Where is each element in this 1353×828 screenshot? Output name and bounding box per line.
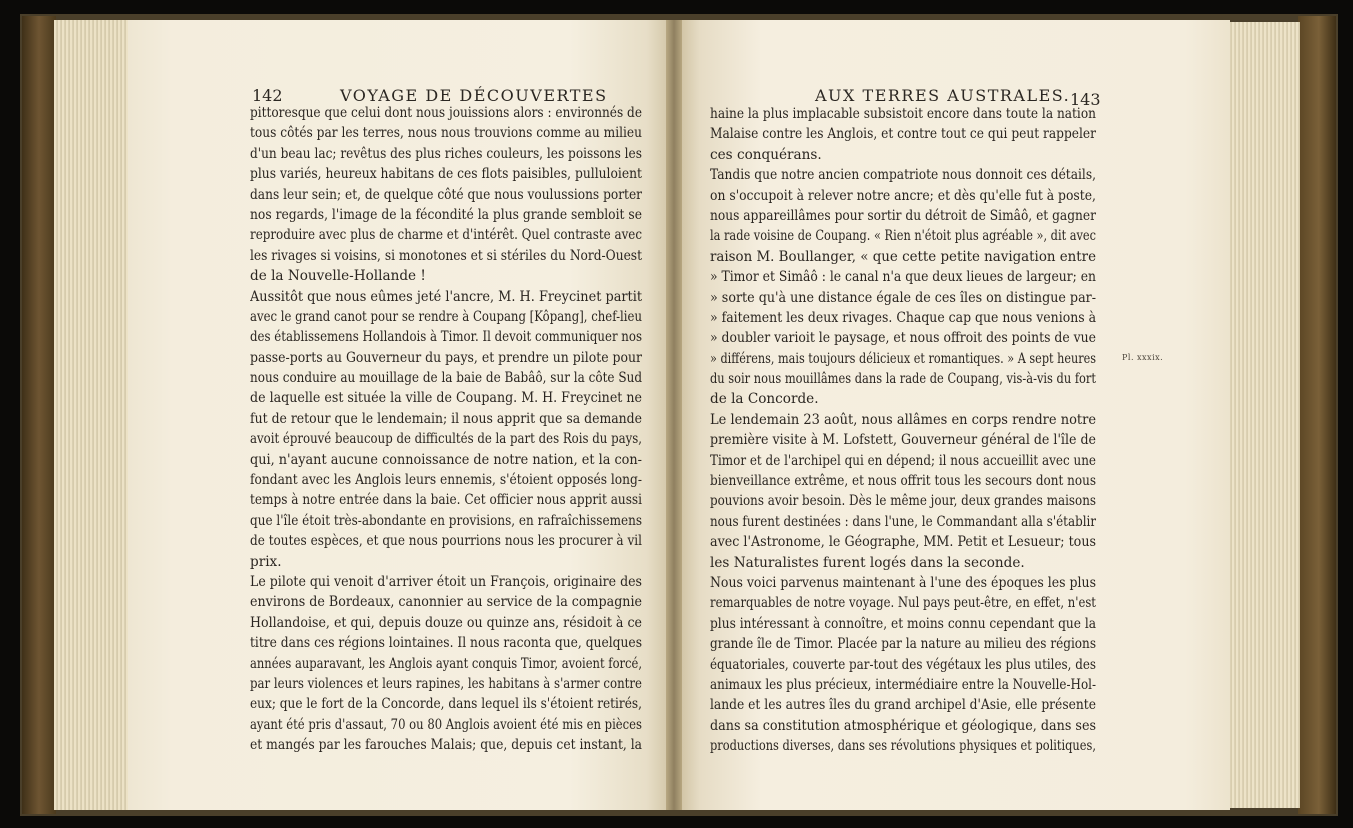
text-line: pittoresque que celui dont nous jouissions alors : environnés de bbox=[250, 105, 642, 121]
text-line: d'un beau lac; revêtus des plus riches couleurs, les poissons les bbox=[250, 145, 642, 162]
text-line: plus intéressant à connoître, et moins connu cependant que la bbox=[710, 615, 1096, 632]
text-line: les rivages si voisins, si monotones et si stériles du Nord-Ouest bbox=[250, 247, 642, 264]
text-line: animaux les plus précieux, intermédiaire entre la Nouvelle-Hol- bbox=[710, 676, 1096, 693]
text-line: nous conduire au mouillage de la baie de Babâô, sur la côte Sud bbox=[250, 370, 642, 387]
text-line: avec l'Astronome, le Géographe, MM. Petit et Lesueur; tous bbox=[710, 534, 1096, 551]
right-page-text bbox=[710, 104, 1096, 757]
text-line: première visite à M. Lofstett, Gouverneur général de l'île de bbox=[710, 432, 1096, 449]
text-line: Aussitôt que nous eûmes jeté l'ancre, M. H. Freycinet partit bbox=[250, 288, 642, 305]
text-line: ces conquérans. bbox=[710, 146, 822, 163]
left-page-number: 142 bbox=[252, 86, 283, 105]
text-line: du soir nous mouillâmes dans la rade de Coupang, vis-à-vis du fort bbox=[710, 371, 1096, 388]
text-line: titre dans ces régions lointaines. Il nous raconta que, quelques bbox=[250, 635, 642, 652]
text-line: avec le grand canot pour se rendre à Coupang [Kôpang], chef-lieu bbox=[250, 308, 642, 325]
text-line: » doubler varioit le paysage, et nous offroit des points de vue bbox=[710, 330, 1096, 347]
text-line: dans sa constitution atmosphérique et géologique, dans ses bbox=[710, 717, 1096, 734]
left-page-text bbox=[250, 103, 642, 756]
text-line: nous appareillâmes pour sortir du détroit de Simâô, et gagner bbox=[710, 207, 1096, 224]
left-cover-edge bbox=[22, 16, 56, 814]
text-line: remarquables de notre voyage. Nul pays peut-être, en effet, n'est bbox=[710, 595, 1096, 612]
right-page-edges bbox=[1228, 22, 1300, 808]
text-line: années auparavant, les Anglois ayant conquis Timor, avoient forcé, bbox=[250, 655, 642, 672]
text-line: de la Nouvelle-Hollande ! bbox=[250, 268, 426, 285]
text-line: Nous voici parvenus maintenant à l'une des époques les plus bbox=[710, 574, 1096, 591]
text-line: plus variés, heureux habitans de ces flots paisibles, pulluloient bbox=[250, 166, 642, 183]
text-line: Tandis que notre ancien compatriote nous donnoit ces détails, bbox=[710, 167, 1096, 184]
text-line: pouvions avoir besoin. Dès le même jour, deux grandes maisons bbox=[710, 493, 1096, 510]
text-line: les Naturalistes furent logés dans la seconde. bbox=[710, 554, 1025, 571]
text-line: temps à notre entrée dans la baie. Cet officier nous apprit aussi bbox=[250, 492, 642, 509]
text-line: fondant avec les Anglois leurs ennemis, s'étoient opposés long- bbox=[250, 472, 642, 489]
text-line: » Timor et Simâô : le canal n'a que deux lieues de largeur; en bbox=[710, 269, 1096, 286]
text-line: lande et les autres îles du grand archipel d'Asie, elle présente bbox=[710, 697, 1096, 714]
right-page-number: 143 bbox=[1070, 90, 1101, 109]
text-line: productions diverses, dans ses révolutions physiques et politiques, bbox=[710, 738, 1096, 755]
text-line: reproduire avec plus de charme et d'intérêt. Quel contraste avec bbox=[250, 227, 642, 244]
text-line: avoit éprouvé beaucoup de difficultés de la part des Rois du pays, bbox=[250, 431, 642, 448]
text-line: » différens, mais toujours délicieux et romantiques. » A sept heures bbox=[710, 350, 1096, 367]
text-line: tous côtés par les terres, nous nous trouvions comme au milieu bbox=[250, 125, 642, 142]
text-line: grande île de Timor. Placée par la nature au milieu des régions bbox=[710, 636, 1096, 653]
text-line: ayant été pris d'assaut, 70 ou 80 Anglois avoient été mis en pièces bbox=[250, 716, 642, 733]
text-line: passe-ports au Gouverneur du pays, et prendre un pilote pour bbox=[250, 349, 642, 366]
left-running-head: VOYAGE DE DÉCOUVERTES bbox=[340, 86, 608, 105]
text-line: et mangés par les farouches Malais; que, depuis cet instant, la bbox=[250, 737, 642, 754]
text-line: raison M. Boullanger, « que cette petite navigation entre bbox=[710, 248, 1096, 265]
book-gutter bbox=[666, 20, 682, 810]
text-line: Timor et de l'archipel qui en dépend; il nous accueillit avec une bbox=[710, 452, 1096, 469]
text-line: dans leur sein; et, de quelque côté que nous voulussions porter bbox=[250, 186, 642, 203]
right-running-head: AUX TERRES AUSTRALES. bbox=[815, 86, 1071, 105]
text-line: nous furent destinées : dans l'une, le Commandant alla s'établir bbox=[710, 513, 1096, 530]
text-line: Le lendemain 23 août, nous allâmes en corps rendre notre bbox=[710, 411, 1096, 428]
text-line: par leurs violences et leurs rapines, les habitans à s'armer contre bbox=[250, 675, 642, 692]
text-line: équatoriales, couverte par-tout des végétaux les plus utiles, des bbox=[710, 656, 1096, 673]
text-line: bienveillance extrême, et nous offrit tous les secours dont nous bbox=[710, 473, 1096, 490]
text-line: environs de Bordeaux, canonnier au service de la compagnie bbox=[250, 594, 642, 611]
text-line: nos regards, l'image de la fécondité la plus grande sembloit se bbox=[250, 206, 642, 223]
text-line: des établissemens Hollandois à Timor. Il devoit communiquer nos bbox=[250, 329, 642, 346]
text-line: la rade voisine de Coupang. « Rien n'étoit plus agréable », dit avec bbox=[710, 228, 1096, 245]
text-line: haine la plus implacable subsistoit encore dans toute la nation bbox=[710, 106, 1096, 122]
text-line: de la Concorde. bbox=[710, 391, 819, 408]
plate-reference: Pl. xxxix. bbox=[1122, 353, 1164, 362]
text-line: fut de retour que le lendemain; il nous apprit que sa demande bbox=[250, 410, 642, 427]
left-page-edges bbox=[54, 20, 130, 810]
text-line: eux; que le fort de la Concorde, dans lequel ils s'étoient retirés, bbox=[250, 696, 642, 713]
text-line: qui, n'ayant aucune connoissance de notre nation, et la con- bbox=[250, 451, 642, 468]
text-line: on s'occupoit à relever notre ancre; et dès qu'elle fut à poste, bbox=[710, 187, 1096, 204]
text-line: Hollandoise, et qui, depuis douze ou quinze ans, résidoit à ce bbox=[250, 614, 642, 631]
right-cover-edge bbox=[1298, 16, 1336, 814]
text-line: Malaise contre les Anglois, et contre tout ce qui peut rappeler bbox=[710, 126, 1096, 143]
text-line: que l'île étoit très-abondante en provisions, en rafraîchissemens bbox=[250, 512, 642, 529]
text-line: Le pilote qui venoit d'arriver étoit un François, originaire des bbox=[250, 573, 642, 590]
text-line: de laquelle est située la ville de Coupang. M. H. Freycinet ne bbox=[250, 390, 642, 407]
text-line: » faitement les deux rivages. Chaque cap que nous venions à bbox=[710, 309, 1096, 326]
text-line: de toutes espèces, et que nous pourrions nous les procurer à vil bbox=[250, 533, 642, 550]
text-line: prix. bbox=[250, 553, 282, 570]
text-line: » sorte qu'à une distance égale de ces îles on distingue par- bbox=[710, 289, 1096, 306]
